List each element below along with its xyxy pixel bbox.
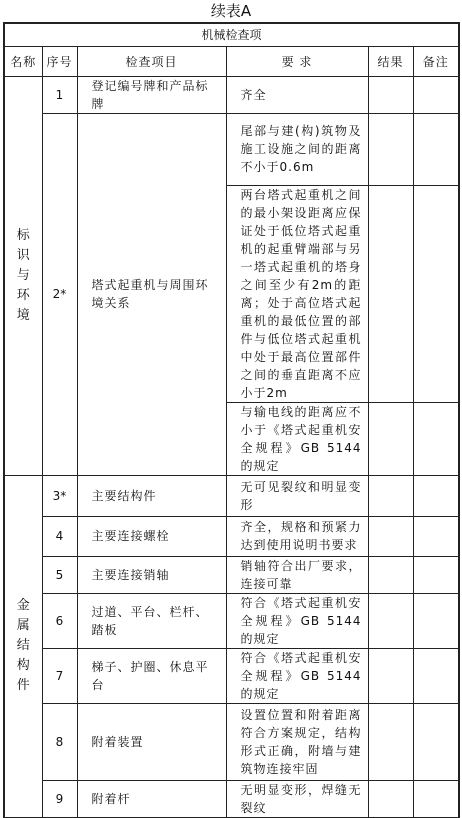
header-item: 检查项目 [77,46,226,76]
seq-cell: 9 [42,780,77,817]
item-cell: 主要结构件 [77,475,226,516]
header-requirement: 要 求 [226,46,368,76]
item-cell: 登记编号牌和产品标牌 [77,76,226,113]
result-cell[interactable] [368,113,413,185]
table-row [4,475,459,516]
item-cell: 附着装置 [77,703,226,780]
requirement-cell: 设置位置和附着距离符合方案规定，结构形式正确，附墙与建筑物连接牢固 [226,703,368,780]
seq-cell: 3* [42,475,77,516]
requirement-cell: 齐全 [226,76,368,113]
seq-cell: 5 [42,556,77,593]
remark-cell[interactable] [413,703,459,780]
requirement-cell: 齐全，规格和预紧力达到使用说明书要求 [226,516,368,556]
requirement-cell: 符合《塔式起重机安全规程》GB 5144的规定 [226,593,368,648]
remark-cell[interactable] [413,516,459,556]
header-seq: 序号 [42,46,77,76]
item-cell: 附着杆 [77,780,226,817]
header-remark: 备注 [413,46,459,76]
remark-cell[interactable] [413,556,459,593]
result-cell[interactable] [368,556,413,593]
item-cell: 塔式起重机与周围环境关系 [77,113,226,475]
table-row [4,703,459,780]
result-cell[interactable] [368,780,413,817]
result-cell[interactable] [368,76,413,113]
remark-cell[interactable] [413,593,459,648]
table-row [4,648,459,703]
inspection-table [3,22,460,818]
remark-cell[interactable] [413,76,459,113]
table-row [4,516,459,556]
seq-cell: 1 [42,76,77,113]
requirement-cell: 无可见裂纹和明显变形 [226,475,368,516]
header-row [4,46,459,76]
seq-cell: 6 [42,593,77,648]
table-row [4,593,459,648]
table-row [4,556,459,593]
table-row [4,780,459,817]
requirement-cell: 无明显变形，焊缝无裂纹 [226,780,368,817]
result-cell[interactable] [368,402,413,475]
item-cell: 主要连接螺栓 [77,516,226,556]
page-title: 续表A [210,2,252,20]
requirement-cell: 符合《塔式起重机安全规程》GB 5144的规定 [226,648,368,703]
requirement-cell: 两台塔式起重机之间的最小架设距离应保证处于低位塔式起重机的起重臂端部与另一塔式起重机的塔身之间至少有2m的距离；处于高位塔式起重机的最低位置的部件与低位塔式起重机中处于最高位置部件之间的垂直距离不应小于2m [226,185,368,402]
table-row [4,76,459,113]
seq-cell: 7 [42,648,77,703]
remark-cell[interactable] [413,185,459,402]
seq-cell: 2* [42,113,77,475]
result-cell[interactable] [368,703,413,780]
item-cell: 过道、平台、栏杆、踏板 [77,593,226,648]
remark-cell[interactable] [413,648,459,703]
remark-cell[interactable] [413,475,459,516]
requirement-cell: 销轴符合出厂要求，连接可靠 [226,556,368,593]
seq-cell: 8 [42,703,77,780]
remark-cell[interactable] [413,113,459,185]
section-title: 机械检查项 [4,23,459,46]
result-cell[interactable] [368,648,413,703]
result-cell[interactable] [368,185,413,402]
remark-cell[interactable] [413,402,459,475]
result-cell[interactable] [368,475,413,516]
remark-cell[interactable] [413,780,459,817]
result-cell[interactable] [368,593,413,648]
result-cell[interactable] [368,516,413,556]
category-cell: 标 识 与 环 境 [4,76,42,475]
header-result: 结果 [368,46,413,76]
seq-cell: 4 [42,516,77,556]
table-row [4,113,459,185]
requirement-cell: 尾部与建(构)筑物及施工设施之间的距离不小于0.6m [226,113,368,185]
category-cell: 金 属 结 构 件 [4,475,42,817]
item-cell: 梯子、护圈、休息平台 [77,648,226,703]
item-cell: 主要连接销轴 [77,556,226,593]
header-name: 名称 [4,46,42,76]
requirement-cell: 与输电线的距离应不小于《塔式起重机安全规程》GB 5144的规定 [226,402,368,475]
